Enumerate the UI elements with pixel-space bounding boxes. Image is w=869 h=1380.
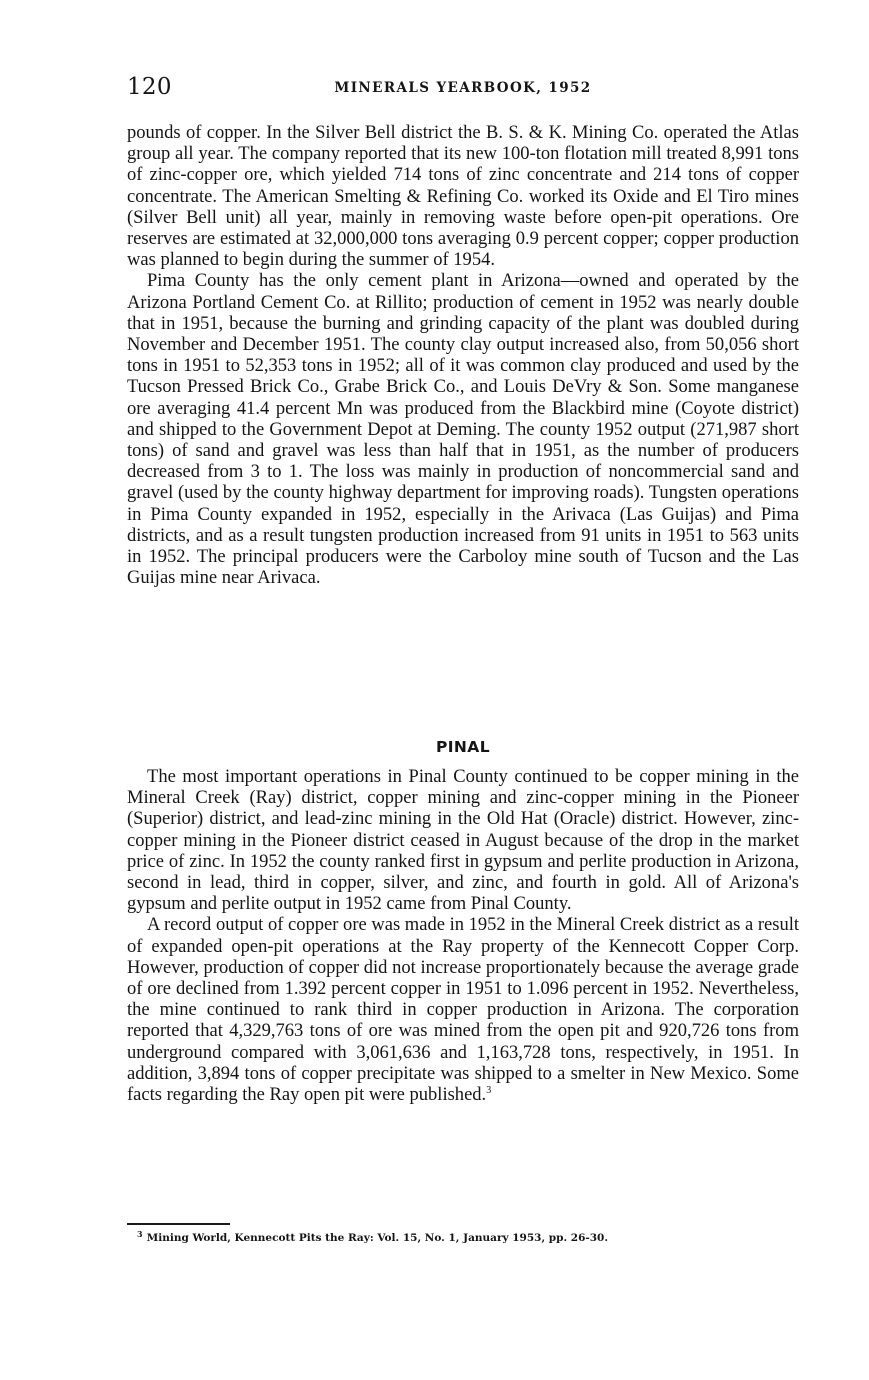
body-text-lower (127, 766, 799, 1105)
section-heading-pinal: PINAL (436, 738, 490, 756)
running-header (127, 73, 799, 101)
footnote-reference[interactable]: 3 (486, 1084, 492, 1096)
paragraph-ray-copper-ore (127, 914, 799, 1105)
body-text-upper (127, 122, 799, 588)
footnote-divider (127, 1223, 230, 1225)
running-title: MINERALS YEARBOOK, 1952 (334, 80, 592, 96)
footnote-text: Mining World, Kennecott Pits the Ray: Vol. 15, No. 1, January 1953, pp. 26-30. (146, 1232, 609, 1244)
footnote-marker: 3 (137, 1228, 143, 1239)
page-number: 120 (127, 74, 172, 100)
paragraph-pinal-operations: The most important operations in Pinal County continued to be copper mining in the Mineral Creek (Ray) district, copper mining and zinc-copper mining in the Pioneer (Superior) district, and lead-zinc mining in the Old Hat (Oracle) district. However, zinc-copper mining in the Pioneer district ceased in August because of the drop in the market price of zinc. In 1952 the county ranked first in gypsum and perlite production in Arizona, second in lead, third in copper, silver, and zinc, and fourth in gold. All of Arizona's gypsum and perlite output in 1952 came from Pinal County. (127, 766, 799, 915)
paragraph-silver-bell: pounds of copper. In the Silver Bell district the B. S. & K. Mining Co. operated the Atlas group all year. The company reported that its new 100-ton flotation mill treated 8,991 tons of zinc-copper ore, which yielded 714 tons of zinc concentrate and 214 tons of copper concentrate. The American Smelting & Refining Co. worked its Oxide and El Tiro mines (Silver Bell unit) all year, mainly in removing waste before open-pit operations. Ore reserves are estimated at 32,000,000 tons averaging 0.9 percent copper; copper production was planned to begin during the summer of 1954. (127, 122, 799, 271)
paragraph-pima-county: Pima County has the only cement plant in Arizona—owned and operated by the Arizona Portland Cement Co. at Rillito; production of cement in 1952 was nearly double that in 1951, because the burning and grinding capacity of the plant was doubled during November and December 1951. The county clay output increased also, from 50,056 short tons in 1951 to 52,353 tons in 1952; all of it was common clay produced and used by the Tucson Pressed Brick Co., Grabe Brick Co., and Louis DeVry & Son. Some manganese ore averaging 41.4 percent Mn was produced from the Blackbird mine (Coyote district) and shipped to the Government Depot at Deming. The county 1952 output (271,987 short tons) of sand and gravel was less than half that in 1951, as the number of producers decreased from 3 to 1. The loss was mainly in production of noncommercial sand and gravel (used by the county highway department for improving roads). Tungsten operations in Pima County expanded in 1952, especially in the Arivaca (Las Guijas) and Pima districts, and as a result tungsten production increased from 91 units in 1951 to 563 units in 1952. The principal producers were the Carboloy mine south of Tucson and the Las Guijas mine near Arivaca. (127, 270, 799, 589)
paragraph-ray-copper-ore-text: A record output of copper ore was made in 1952 in the Mineral Creek district as a result of expanded open-pit operations at the Ray property of the Kennecott Copper Corp. However, production of copper did not increase proportionately because the average grade of ore declined from 1.392 percent copper in 1951 to 1.096 percent in 1952. Nevertheless, the mine continued to rank third in copper production in Arizona. The corporation reported that 4,329,763 tons of ore was mined from the open pit and 920,726 tons from underground compared with 3,061,636 and 1,163,728 tons, respectively, in 1951. In addition, 3,894 tons of copper precipitate was shipped to a smelter in New Mexico. Some facts regarding the Ray open pit were published. (127, 914, 800, 1106)
footnote (137, 1228, 799, 1246)
